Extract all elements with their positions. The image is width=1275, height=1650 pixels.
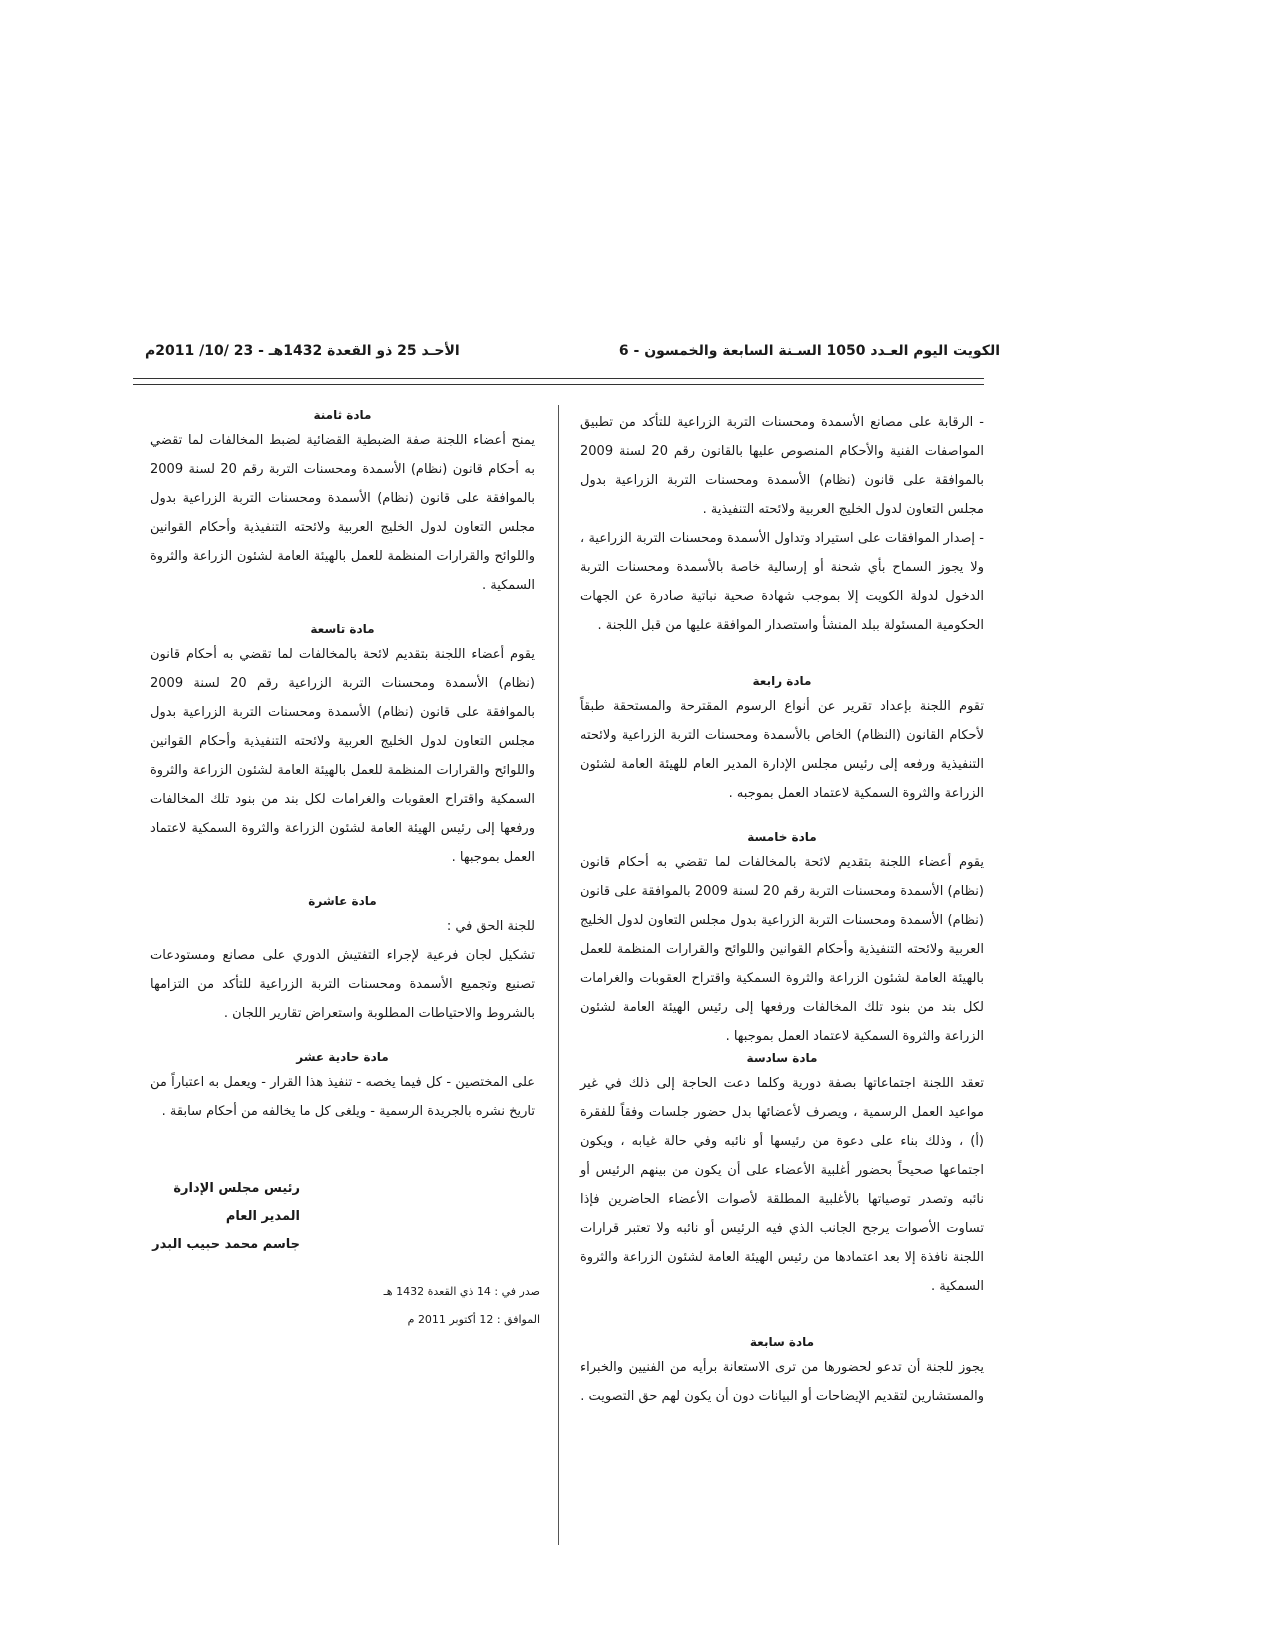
header-date: الأحـد 25 ذو القعدة 1432هـ - 23 /10/ 2011م xyxy=(145,343,460,359)
article-9-title: مادة تاسعة xyxy=(310,622,375,636)
issue-hijri-date: صدر في : 14 ذي القعدة 1432 هـ xyxy=(383,1285,540,1298)
article-10-intro: للجنة الحق في : xyxy=(446,919,535,934)
article-8-title: مادة ثامنة xyxy=(313,408,372,422)
signature-name: جاسم محمد حبيب البدر xyxy=(152,1237,300,1252)
signature-role: المدير العام xyxy=(225,1209,300,1224)
article-5-text: يقوم أعضاء اللجنة بتقديم لائحة بالمخالفات لما تقضي به أحكام قانون (نظام) الأسمدة ومحسنات التربة رقم 20 لسنة 2009 بالموافقة على قانون (نظام) الأسمدة ومحسنات التربة الزراعية بدول مجلس التعاون لدول الخليج العربية ولائحته التنفيذية وأحكام القوانين واللوائح والقرارات المنظمة للعمل بالهيئة العامة لشئون الزراعة والثروة السمكية واقتراح العقوبات والغرامات لكل بند من بنود تلك المخالفات ورفعها إلى رئيس الهيئة العامة لشئون الزراعة والثروة السمكية لاعتماد العمل بموجبها . xyxy=(580,855,984,1044)
article-4-title: مادة رابعة xyxy=(752,674,812,688)
article-6-text: تعقد اللجنة اجتماعاتها بصفة دورية وكلما دعت الحاجة إلى ذلك في غير مواعيد العمل الرسمية ، ويصرف لأعضائها بدل حضور جلسات وفقاً للفقرة (أ) ، وذلك بناء على دعوة من رئيسها أو نائبه وفي حالة غيابه ، ويكون اجتماعها صحيحاً بحضور أغلبية الأعضاء على أن يكون من بينهم الرئيس أو نائبه وتصدر توصياتها بالأغلبية المطلقة لأصوات الأعضاء الحاضرين فإذا تساوت الأصوات يرجح الجانب الذي فيه الرئيس أو نائبه ولا تعتبر قرارات اللجنة نافذة إلا بعد اعتمادها من رئيس الهيئة العامة لشئون الزراعة والثروة السمكية . xyxy=(580,1076,984,1294)
header-rule-top xyxy=(133,378,984,379)
article-8-text: يمنح أعضاء اللجنة صفة الضبطية القضائية لضبط المخالفات لما تقضي به أحكام قانون (نظام) الأسمدة ومحسنات التربة رقم 20 لسنة 2009 بالموافقة على قانون (نظام) الأسمدة ومحسنات التربة الزراعية بدول مجلس التعاون لدول الخليج العربية ولائحته التنفيذية وأحكام القوانين واللوائح والقرارات المنظمة للعمل بالهيئة العامة لشئون الزراعة والثروة السمكية . xyxy=(150,433,536,593)
article-11-text: على المختصين - كل فيما يخصه - تنفيذ هذا القرار - ويعمل به اعتباراً من تاريخ نشره بالجريدة الرسمية - ويلغى كل ما يخالفه من أحكام سابقة . xyxy=(150,1075,535,1119)
column-divider xyxy=(558,405,559,1545)
signature-title: رئيس مجلس الإدارة xyxy=(173,1181,300,1196)
header-rule-bottom xyxy=(133,384,984,385)
article-11-title: مادة حادية عشر xyxy=(296,1050,389,1064)
article-7-text: يجوز للجنة أن تدعو لحضورها من ترى الاستعانة برأيه من الفنيين والخبراء والمستشارين لتقديم الإيضاحات أو البيانات دون أن يكون لهم حق التصويت . xyxy=(580,1360,984,1404)
article-4-text: تقوم اللجنة بإعداد تقرير عن أنواع الرسوم المقترحة والمستحقة طبقاً لأحكام القانون (النظام) الخاص بالأسمدة ومحسنات التربة الزراعية ولائحته التنفيذية ورفعه إلى رئيس مجلس الإدارة المدير العام للهيئة العامة لشئون الزراعة والثروة السمكية لاعتماد العمل بموجبه . xyxy=(580,699,984,801)
intro-paragraph-2: - إصدار الموافقات على استيراد وتداول الأسمدة ومحسنات التربة الزراعية ، ولا يجوز السماح بأي شحنة أو إرسالية خاصة بالأسمدة ومحسنات التربة الدخول لدولة الكويت إلا بموجب شهادة صحية نباتية صادرة عن الجهات الحكومية المسئولة ببلد المنشأ واستصدار الموافقة عليها من قبل اللجنة . xyxy=(580,531,984,633)
left-column xyxy=(150,408,535,1126)
article-7-title: مادة سابعة xyxy=(749,1335,815,1349)
article-5-title: مادة خامسة xyxy=(747,830,817,844)
signature-block xyxy=(150,1175,300,1259)
intro-paragraph-1: - الرقابة على مصانع الأسمدة ومحسنات التربة الزراعية للتأكد من تطبيق المواصفات الفنية والأحكام المنصوص عليها بالقانون رقم 20 لسنة 2009 بالموافقة على قانون (نظام) الأسمدة ومحسنات التربة الزراعية بدول مجلس التعاون لدول الخليج العربية ولائحته التنفيذية . xyxy=(580,415,985,517)
article-6-title: مادة سادسة xyxy=(746,1051,818,1065)
header-title: الكويت اليوم العـدد 1050 السـنة السابعة والخمسون - 6 xyxy=(618,343,1000,359)
article-10-text: تشكيل لجان فرعية لإجراء التفتيش الدوري على مصانع ومستودعات تصنيع وتجميع الأسمدة ومحسنات التربة الزراعية للتأكد من التزامها بالشروط والاحتياطات المطلوبة واستعراض تقارير اللجان . xyxy=(150,948,535,1021)
issue-date-block xyxy=(340,1278,540,1334)
article-10-title: مادة عاشرة xyxy=(308,894,377,908)
issue-gregorian-date: الموافق : 12 أكتوبر 2011 م xyxy=(407,1313,540,1326)
right-column xyxy=(580,408,984,1411)
article-9-text: يقوم أعضاء اللجنة بتقديم لائحة بالمخالفات لما تقضي به أحكام قانون (نظام) الأسمدة ومحسنات التربة الزراعية رقم 20 لسنة 2009 بالموافقة على قانون (نظام) الأسمدة ومحسنات التربة الزراعية بدول مجلس التعاون لدول الخليج العربية ولائحته التنفيذية وأحكام القوانين واللوائح والقرارات المنظمة للعمل بالهيئة العامة لشئون الزراعة والثروة السمكية واقتراح العقوبات والغرامات لكل بند من بنود تلك المخالفات ورفعها إلى رئيس الهيئة العامة لشئون الزراعة والثروة السمكية لاعتماد العمل بموجبها . xyxy=(150,647,535,865)
